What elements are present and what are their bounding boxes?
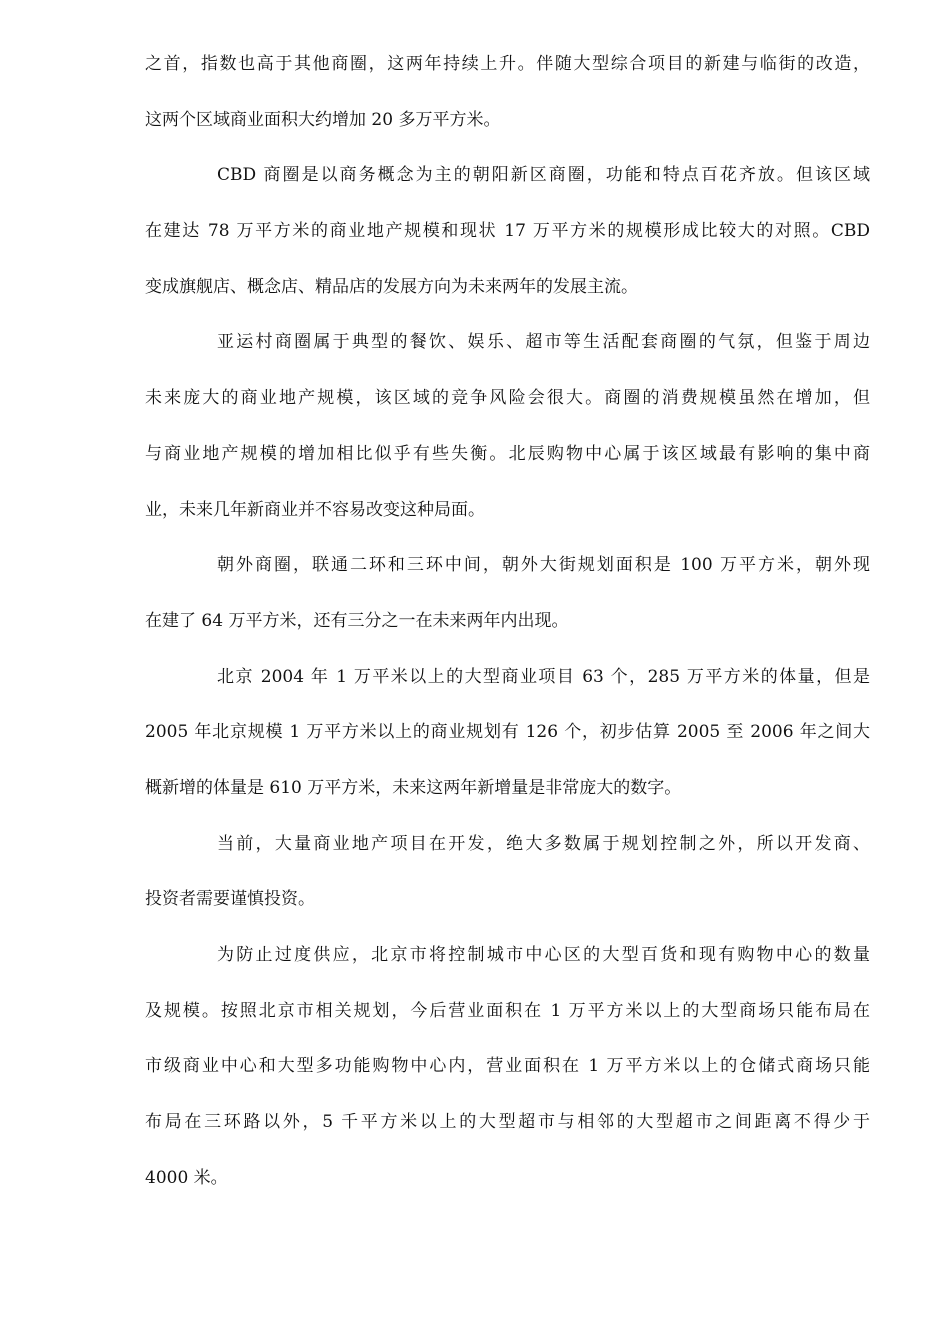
paragraph-line: 及规模。按照北京市相关规划，今后营业面积在 1 万平方米以上的大型商场只能布局在 <box>145 1000 870 1021</box>
paragraph-line: 之首，指数也高于其他商圈，这两年持续上升。伴随大型综合项目的新建与临街的改造， <box>145 54 870 74</box>
paragraph-line: 布局在三环路以外，5 千平方米以上的大型超市与相邻的大型超市之间距离不得少于 <box>145 1112 870 1133</box>
paragraph-line: 亚运村商圈属于典型的餐饮、娱乐、超市等生活配套商圈的气氛，但鉴于周边 <box>217 332 870 353</box>
paragraph-line: 投资者需要谨慎投资。 <box>145 889 315 910</box>
paragraph-line: 未来庞大的商业地产规模，该区域的竞争风险会很大。商圈的消费规模虽然在增加，但 <box>145 388 870 409</box>
paragraph-line: 2005 年北京规模 1 万平方米以上的商业规划有 126 个，初步估算 2005 至 2006 年之间大 <box>145 722 870 743</box>
paragraph-line: 变成旗舰店、概念店、精品店的发展方向为未来两年的发展主流。 <box>145 276 638 297</box>
paragraph-line: 业，未来几年新商业并不容易改变这种局面。 <box>145 499 485 520</box>
paragraph-5 <box>145 657 870 824</box>
paragraph-6 <box>145 824 870 935</box>
paragraph-line: 这两个区域商业面积大约增加 20 多万平方米。 <box>145 109 501 130</box>
paragraph-line: 朝外商圈，联通二环和三环中间，朝外大街规划面积是 100 万平方米，朝外现 <box>217 555 870 576</box>
paragraph-line: 市级商业中心和大型多功能购物中心内，营业面积在 1 万平方米以上的仓储式商场只能 <box>145 1056 870 1077</box>
paragraph-line: 在建了 64 万平方米，还有三分之一在未来两年内出现。 <box>145 610 569 631</box>
paragraph-2 <box>145 155 870 322</box>
document-body <box>145 44 870 1213</box>
paragraph-line: 在建达 78 万平方米的商业地产规模和现状 17 万平方米的规模形成比较大的对照。CBD <box>145 221 870 242</box>
paragraph-3 <box>145 322 870 545</box>
paragraph-line: 与商业地产规模的增加相比似乎有些失衡。北辰购物中心属于该区域最有影响的集中商 <box>145 443 870 464</box>
paragraph-line: 4000 米。 <box>145 1167 228 1188</box>
paragraph-line: 当前，大量商业地产项目在开发，绝大多数属于规划控制之外，所以开发商、 <box>217 833 870 854</box>
paragraph-line: CBD 商圈是以商务概念为主的朝阳新区商圈，功能和特点百花齐放。但该区域 <box>217 165 870 186</box>
paragraph-4 <box>145 545 870 656</box>
paragraph-1 <box>145 44 870 155</box>
paragraph-7 <box>145 935 870 1213</box>
paragraph-line: 北京 2004 年 1 万平米以上的大型商业项目 63 个，285 万平方米的体量，但是 <box>217 666 870 687</box>
paragraph-line: 概新增的体量是 610 万平方米，未来这两年新增量是非常庞大的数字。 <box>145 777 682 798</box>
paragraph-line: 为防止过度供应，北京市将控制城市中心区的大型百货和现有购物中心的数量 <box>217 945 870 965</box>
